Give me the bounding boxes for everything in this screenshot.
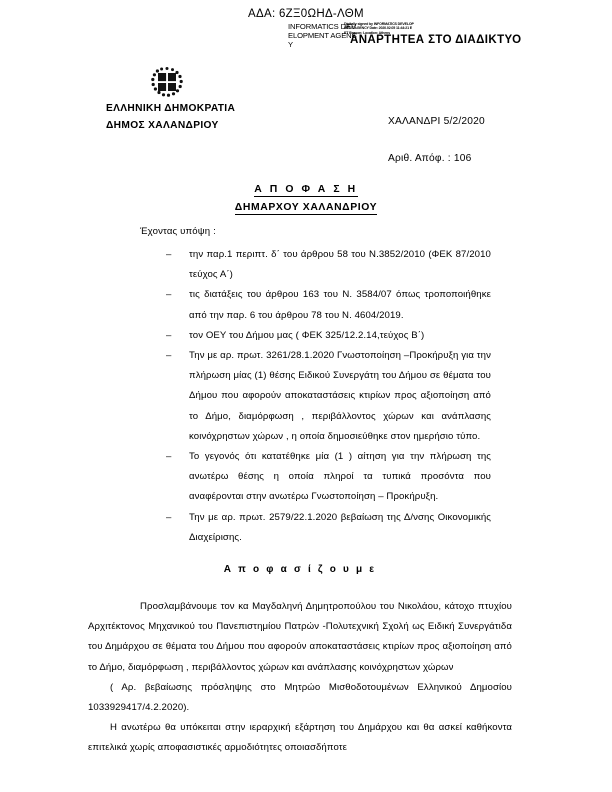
digital-signature-stamp	[288, 22, 538, 56]
signature-agency-name: INFORMATICS DEVELOPMENT AGENCY	[288, 22, 357, 50]
page-title	[0, 184, 612, 195]
decision-number: Αριθ. Απόφ. : 106	[388, 153, 472, 164]
list-item	[166, 326, 491, 346]
signature-metadata-text: Digitally signed by INFORMATICS DEVELOPMENT AGENCY Date: 2020.02.05 11:44:21 EET Reason: Location: Athens	[344, 22, 414, 35]
republic-line: ΕΛΛΗΝΙΚΗ ΔΗΜΟΚΡΑΤΙΑ	[106, 103, 236, 114]
hellenic-republic-emblem-icon	[147, 62, 187, 102]
list-item	[166, 245, 491, 285]
registration-paragraph: ( Αρ. βεβαίωσης πρόσληψης στο Μητρώο Μισθοδοτουμένων Ελληνικού Δημοσίου 1033929417/4.2.2020).	[88, 681, 512, 714]
dash-bullet-icon: –	[166, 329, 172, 341]
place-and-date: ΧΑΛΑΝΔΡΙ 5/2/2020	[388, 116, 485, 127]
dash-bullet-icon: –	[166, 249, 172, 260]
ada-code: ΑΔΑ: 6ΖΞ0ΩΗΔ-ΛΘΜ	[248, 8, 364, 20]
page-subtitle-text: ΔΗΜΑΡΧΟΥ ΧΑΛΑΝΔΡΙΟΥ	[234, 202, 378, 213]
intro-line: Έχοντας υπόψη :	[140, 226, 216, 237]
list-item	[166, 346, 491, 447]
duties-paragraph: Η ανωτέρω θα υπόκειται στην ιεραρχική εξάρτηση του Δημάρχου και θα ασκεί καθήκοντα επιτελικά χωρίς αποφασιστικές αρμοδιότητες οποιασδήποτε	[88, 722, 512, 754]
clause-text: τον ΟΕΥ του Δήμου μας ( ΦΕΚ 325/12.2.14,τεύχος Β΄)	[189, 329, 425, 341]
municipality-line: ΔΗΜΟΣ ΧΑΛΑΝΔΡΙΟΥ	[106, 120, 219, 131]
clause-text: Την με αρ. πρωτ. 2579/22.1.2020 βεβαίωση της Δ/νσης Οικονομικής Διαχείρισης.	[189, 511, 491, 543]
clause-text: τις διατάξεις του άρθρου 163 του Ν. 3584/07 όπως τροποποιήθηκε από την παρ. 6 του άρθρου 78 του Ν. 4604/2019.	[189, 289, 491, 321]
document-body	[88, 222, 512, 759]
header-organisation	[106, 100, 235, 134]
dash-bullet-icon: –	[166, 350, 172, 362]
page-title-text: Α Π Ο Φ Α Σ Η	[254, 184, 358, 195]
page-subtitle	[0, 202, 612, 213]
clause-text: Το γεγονός ότι κατατέθηκε μία (1 ) αίτηση για την πλήρωση της ανωτέρω θέσης η οποία πληροί τα τυπικά προσόντα που αναφέρονται στην ανωτέρω Γνωστοποίηση – Προκήρυξη.	[189, 451, 491, 503]
publication-notice: ΑΝΑΡΤΗΤΕΑ ΣΤΟ ΔΙΑΔΙΚΤΥΟ	[350, 34, 522, 46]
list-item	[166, 285, 491, 325]
dash-bullet-icon: –	[166, 289, 172, 301]
decision-heading: Α π ο φ α σ ί ζ ο υ μ ε	[223, 564, 377, 576]
dash-bullet-icon: –	[166, 511, 172, 523]
clause-text: την παρ.1 περιπτ. δ΄ του άρθρου 58 του Ν.3852/2010 (ΦΕΚ 87/2010 τεύχος Α΄)	[189, 249, 491, 281]
dash-bullet-icon: –	[166, 451, 172, 463]
clause-list	[88, 245, 512, 548]
decision-paragraph: Προσλαμβάνουμε τον κα Μαγδαληνή Δημητροπούλου του Νικολάου, κάτοχο πτυχίου Αρχιτέκτονος Μηχανικού του Πανεπιστημίου Πατρών -Πολυτεχνική Σχολή ως Ειδική Συνεργάτιδα του Δημάρχου σε θέματα του Δήμου που αφορούν αποκαταστάσεις κτιρίων προς αξιοποίηση από το Δήμο, διαμόρφωση , περιβάλλοντος χώρων και ανάπλασης κοινόχρηστων χώρων	[88, 601, 512, 673]
clause-text: Την με αρ. πρωτ. 3261/28.1.2020 Γνωστοποίηση –Προκήρυξη για την πλήρωση μίας (1) θέσης Ειδικού Συνεργάτη του Δήμου σε θέματα του Δήμου που αφορούν αποκαταστάσεις κτιρίων προς αξιοποίηση από το Δήμο, διαμόρφωση , περιβάλλοντος χώρων και ανάπλασης κοινόχρηστων χώρων , η οποία δημοσιεύθηκε στον ημερήσιο τύπο.	[189, 350, 491, 442]
list-item	[166, 447, 491, 508]
list-item	[166, 508, 491, 548]
